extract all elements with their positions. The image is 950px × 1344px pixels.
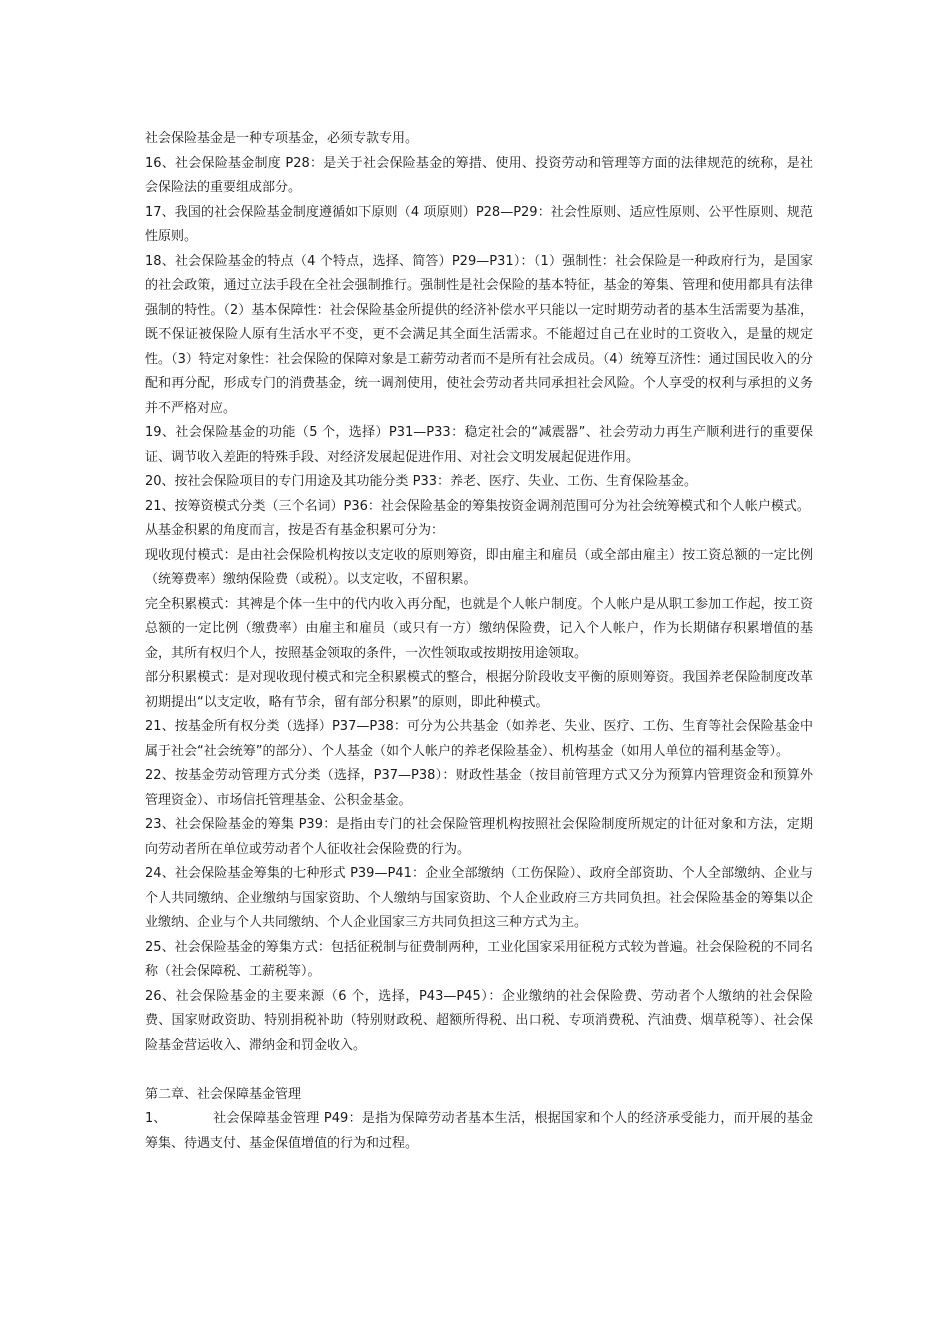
- paragraph-20: 20、按社会保险项目的专门用途及其功能分类 P33：养老、医疗、失业、工伤、生育保险基金。: [145, 474, 698, 489]
- paragraph-22: 22、按基金劳动管理方式分类（选择，P37—P38）：财政性基金（按目前管理方式又分为预算内管理资金和预算外管理资金）、市场信托管理基金、公积金基金。: [145, 768, 813, 808]
- paragraph-21-financing: 21、按筹资模式分类（三个名词）P36：社会保险基金的筹集按资金调剂范围可分为社会统筹模式和个人帐户模式。: [145, 498, 810, 514]
- chapter-item-text: 社会保障基金管理 P49：是指为保障劳动者基本生活，根据国家和个人的经济承受能力，而开展的基金筹集、待遇支付、基金保值增值的行为和过程。: [145, 1111, 813, 1151]
- paragraph-24: 24、社会保险基金筹集的七种形式 P39—P41：企业全部缴纳（工伤保险）、政府全部资助、个人全部缴纳、企业与个人共同缴纳、企业缴纳与国家资助、个人缴纳与国家资助、个人企业政府三方共同负担。社会保险基金的筹集以企业缴纳、企业与个人共同缴纳、个人企业国家三方共同负担这三种方式为主。: [145, 866, 813, 930]
- chapter-item-number: 1、: [145, 1111, 167, 1126]
- paragraph-16: 16、社会保险基金制度 P28：是关于社会保险基金的筹措、使用、投资劳动和管理等方面的法律规范的统称，是社会保险法的重要组成部分。: [145, 155, 813, 195]
- paragraph-full-accumulation-mode: 完全积累模式：其裨是个体一生中的代内收入再分配，也就是个人帐户制度。个人帐户是从职工参加工作起，按工资总额的一定比例（缴费率）由雇主和雇员（或只有一方）缴纳保险费，记入个人帐户，作为长期储存积累增值的基金，其所有权归个人，按照基金领取的条件，一次性领取或按期按用途领取。: [145, 596, 813, 661]
- paragraph-19: 19、社会保险基金的功能（5 个，选择）P31—P33：稳定社会的“减震器”、社会劳动力再生产顺利进行的重要保证、调节收入差距的特殊手段、对经济发展起促进作用、对社会文明发展起促进作用。: [145, 425, 813, 465]
- paragraph-17: 17、我国的社会保险基金制度遵循如下原则（4 项原则）P28—P29：社会性原则、适应性原则、公平性原则、规范性原则。: [145, 204, 813, 244]
- section-gap: [145, 1058, 813, 1083]
- chapter-heading: 第二章、社会保障基金管理: [145, 1086, 302, 1102]
- paragraph-paygo-mode: 现收现付模式：是由社会保险机构按以支定收的原则筹资，即由雇主和雇员（或全部由雇主）按工资总额的一定比例（统筹费率）缴纳保险费（或税）。以支定收，不留积累。: [145, 547, 813, 587]
- paragraph-23: 23、社会保险基金的筹集 P39：是指由专门的社会保险管理机构按照社会保险制度所规定的计征对象和方法，定期向劳动者所在单位或劳动者个人征收社会保险费的行为。: [145, 817, 813, 857]
- paragraph-26: 26、社会保险基金的主要来源（6 个，选择，P43—P45）：企业缴纳的社会保险费、劳动者个人缴纳的社会保险费、国家财政资助、特别捐税补助（特别财政税、超额所得税、出口税、专项消费税、汽油费、烟草税等）、社会保险基金营运收入、滞纳金和罚金收入。: [145, 988, 813, 1053]
- document-body: [145, 127, 813, 1156]
- paragraph-21-ownership: 21、按基金所有权分类（选择）P37—P38：可分为公共基金（如养老、失业、医疗、工伤、生育等社会保险基金中属于社会“社会统筹”的部分）、个人基金（如个人帐户的养老保险基金）、机构基金（如用人单位的福利基金等）。: [145, 719, 813, 759]
- chapter-item-1: [145, 1107, 813, 1156]
- paragraph-accumulation-intro: 从基金积累的角度而言，按是否有基金积累可分为：: [145, 523, 445, 538]
- paragraph-25: 25、社会保险基金的筹集方式：包括征税制与征费制两种，工业化国家采用征税方式较为普遍。社会保险税的不同名称（社会保障税、工薪税等）。: [145, 939, 813, 979]
- paragraph-partial-accumulation-mode: 部分积累模式：是对现收现付模式和完全积累模式的整合，根据分阶段收支平衡的原则筹资。我国养老保险制度改革初期提出“以支定收，略有节余，留有部分积累”的原则，即此种模式。: [145, 670, 813, 710]
- paragraph-special-fund: 社会保险基金是一种专项基金，必须专款专用。: [145, 131, 419, 146]
- paragraph-18: 18、社会保险基金的特点（4 个特点，选择、简答）P29—P31）：（1）强制性：社会保险是一种政府行为，是国家的社会政策，通过立法手段在全社会强制推行。强制性是社会保险的基本特征，基金的筹集、管理和使用都具有法律强制的特性。（2）基本保障性：社会保险基金所提供的经济补偿水平只能以一定时期劳动者的基本生活需要为基准，既不保证被保险人原有生活水平不变，更不会满足其全面生活需求。不能超过自己在业时的工资收入，是量的规定性。（3）特定对象性：社会保险的保障对象是工薪劳动者而不是所有社会成员。（4）统筹互济性：通过国民收入的分配和再分配，形成专门的消费基金，统一调剂使用，使社会劳动者共同承担社会风险。个人享受的权利与承担的义务并不严格对应。: [145, 253, 813, 416]
